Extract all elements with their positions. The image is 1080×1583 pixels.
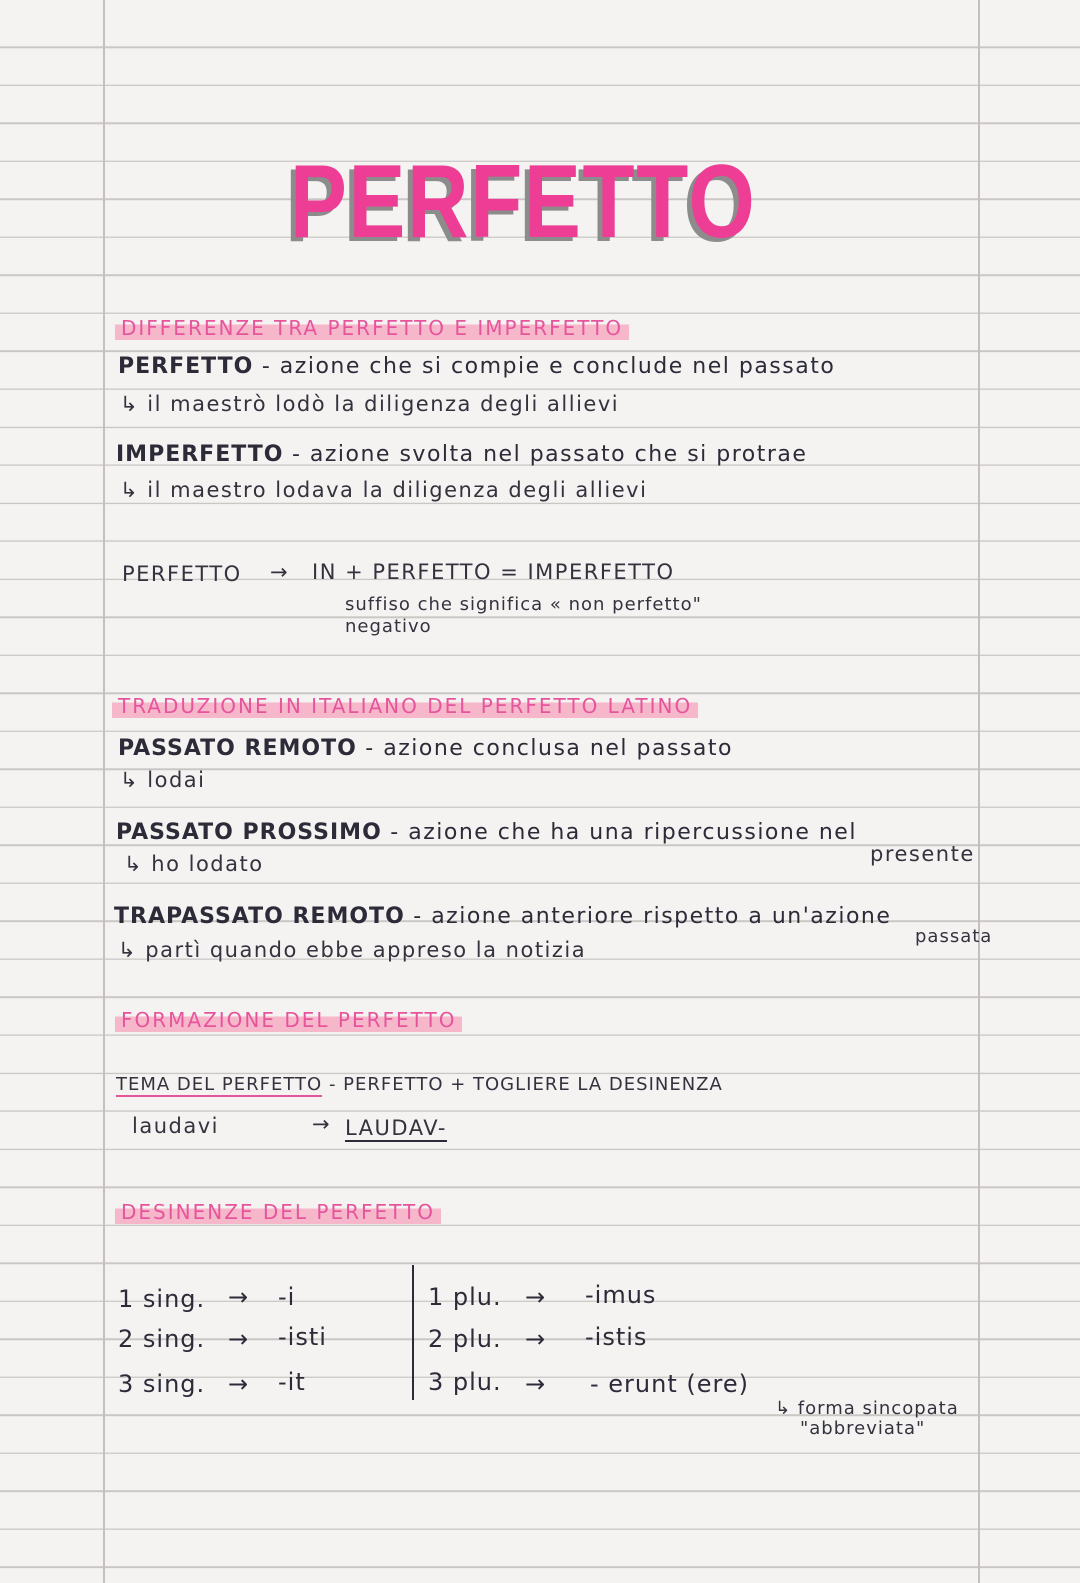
imperfetto-term: IMPERFETTO (116, 442, 284, 467)
heading-formazione: FORMAZIONE DEL PERFETTO (115, 1008, 462, 1032)
perfetto-definition (118, 354, 835, 379)
plu-3-person: 3 plu. (428, 1368, 502, 1396)
trapassato-definition (114, 904, 891, 929)
sing-3-arrow: → (228, 1370, 250, 1398)
prossimo-def-presente: presente (870, 842, 975, 866)
imperfetto-definition (116, 442, 807, 467)
sing-2-person: 2 sing. (118, 1325, 206, 1353)
heading-differenze: DIFFERENZE TRA PERFETTO E IMPERFETTO (115, 316, 629, 340)
remoto-term: PASSATO REMOTO (118, 736, 357, 761)
perfetto-def-text: - azione che si compie e conclude nel passato (261, 354, 836, 379)
remoto-example: ↳ lodai (120, 768, 206, 792)
remoto-definition (118, 736, 733, 761)
plu-2-arrow: → (525, 1325, 547, 1353)
imperfetto-def-text: - azione svolta nel passato che si protrae (291, 442, 808, 467)
abbreviata-note: "abbreviata" (800, 1418, 926, 1439)
trapassato-example: ↳ partì quando ebbe appreso la notizia (118, 938, 587, 962)
sing-2-ending: -isti (278, 1323, 327, 1351)
right-margin-line (978, 0, 980, 1583)
left-margin-line (103, 0, 105, 1583)
tema-definition (116, 1074, 723, 1095)
perfetto-term: PERFETTO (118, 354, 254, 379)
plu-1-ending: -imus (585, 1281, 657, 1309)
plu-2-person: 2 plu. (428, 1325, 502, 1353)
tema-label: TEMA DEL PERFETTO (116, 1074, 323, 1095)
prossimo-def-text: - azione che ha una ripercussione nel (390, 820, 857, 845)
formula-arrow: → (270, 560, 290, 584)
sing-1-arrow: → (228, 1283, 250, 1311)
sing-1-ending: -i (278, 1283, 296, 1311)
sing-1-person: 1 sing. (118, 1285, 206, 1313)
remoto-def-text: - azione conclusa nel passato (365, 736, 733, 761)
formula-left: PERFETTO (122, 562, 242, 586)
imperfetto-example: ↳ il maestro lodava la diligenza degli allievi (120, 478, 648, 502)
perfetto-example: ↳ il maestrò lodò la diligenza degli allievi (120, 392, 620, 416)
heading-desinenze: DESINENZE DEL PERFETTO (115, 1200, 441, 1224)
heading-traduzione: TRADUZIONE IN ITALIANO DEL PERFETTO LATINO (112, 694, 698, 718)
prossimo-definition (116, 820, 857, 845)
tema-example-arrow: → (312, 1112, 332, 1136)
plu-2-ending: -istis (585, 1323, 648, 1351)
prossimo-example: ↳ ho lodato (124, 852, 264, 876)
prossimo-term: PASSATO PROSSIMO (116, 820, 382, 845)
plu-3-arrow: → (525, 1370, 547, 1398)
trapassato-term: TRAPASSATO REMOTO (114, 904, 405, 929)
sincopata-note: ↳ forma sincopata (775, 1398, 959, 1419)
plu-3-ending: - erunt (ere) (590, 1370, 749, 1398)
formula-note-negativo: negativo (345, 616, 432, 637)
tema-example-right: LAUDAV- (345, 1116, 447, 1140)
tema-def-text: - PERFETTO + TOGLIERE LA DESINENZA (328, 1074, 723, 1095)
table-divider (412, 1265, 414, 1400)
sing-3-ending: -it (278, 1368, 306, 1396)
plu-1-person: 1 plu. (428, 1283, 502, 1311)
sing-3-person: 3 sing. (118, 1370, 206, 1398)
sing-2-arrow: → (228, 1325, 250, 1353)
plu-1-arrow: → (525, 1283, 547, 1311)
formula-note: suffiso che significa « non perfetto" (345, 594, 702, 615)
page-title: PERFETTO (290, 144, 757, 260)
trapassato-def-passata: passata (915, 926, 993, 947)
formula-right: IN + PERFETTO = IMPERFETTO (312, 560, 675, 584)
tema-example-left: laudavi (132, 1114, 219, 1138)
trapassato-def-text: - azione anteriore rispetto a un'azione (413, 904, 892, 929)
